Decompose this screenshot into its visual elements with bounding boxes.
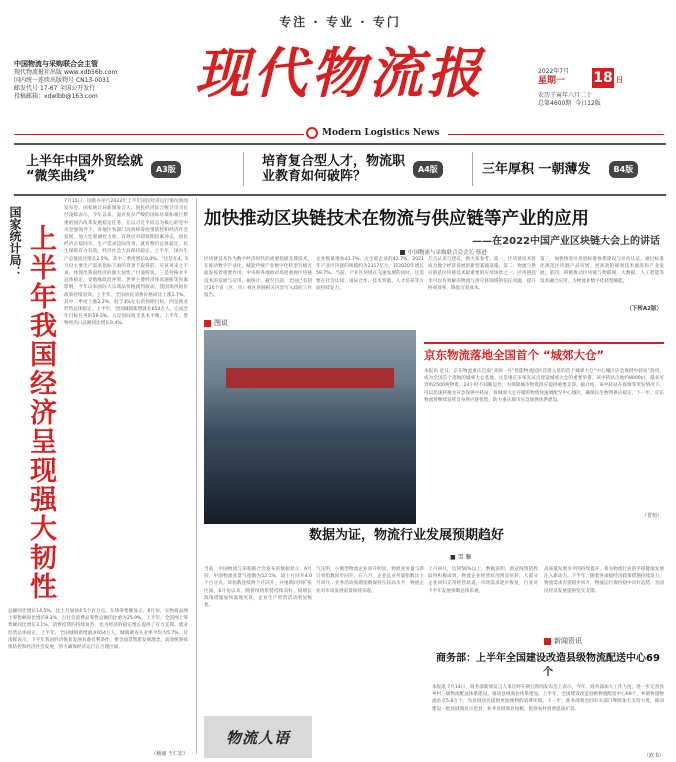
main-col-1: 区块链技术作为数字经济时代的重要基础支撑技术，在推动数字产业化、赋能传统产业数字化转型升级方面发挥着重要作用。中央和各地政府高度重视区块链技术的发展与应用。据统计，截至目前，全国已有超过20个省（区、市）将区块链相关内容写入政府工作报告。 <box>204 257 312 299</box>
feature-col-2: 气压明，小微型物流企业回升明显，物流业务量与新订单指数同步回升。在六月，企业总业务量指数比上月回升，业务活动预期指数保持在较高水平，物流企业对市场发展前景保持乐观。 <box>316 567 424 594</box>
news-body: 本报讯 7月14日，商务部新闻发言人束珏婷在例行新闻发布会上表示，今年，商务部加大工作力度，进一步完善县乡村三级物流配送体系建设，推动县域商业体系建设。上半年，全国建设改造县级物流配送中心69个，乡镇快递物流站点5.8万个，为县域居民提供更加便利的消费环境。下一步，商务部将会同有关部门继续加大支持力度，推动建设一批县域商业示范县，补齐县域商业短板，促进农村消费提质扩容。 <box>432 685 664 712</box>
photo-section-tag: 图说 <box>204 318 228 328</box>
teaser-title-line2: 业教育如何破阵？ <box>262 169 367 184</box>
issue-line: 总第4600期 今日12版 <box>538 100 601 107</box>
feature-headline[interactable]: 数据为证，物流行业发展预期趋好 <box>308 528 504 543</box>
news-section-tag: 新闻资讯 <box>544 636 582 646</box>
main-col-2: 企业数量增加43.7%。占全部企业的42.7%。2021年产业区块链的规模约为2317亿元，较2020年增长59.7%。当前，产业区块链在飞速发展的同时，还需要在社会认知、国际合作、技术突破、人才培养等方面持续发力。 <box>316 257 424 291</box>
teaser-b4[interactable] <box>482 148 662 190</box>
left-headline[interactable]: 上半年我国经济呈现强大韧性 <box>25 224 56 601</box>
left-article-credit: （杨丽 王仁宏） <box>151 751 188 757</box>
teaser-title-line2: “微笑曲线” <box>26 169 96 184</box>
teaser-title: 培育复合型人才，物流职 <box>262 154 406 169</box>
page-badge[interactable]: A3版 <box>151 161 181 178</box>
teaser-title: 上半年中国外贸绘就 <box>26 154 144 169</box>
masthead-title: 现代物流报 <box>195 41 485 105</box>
postal-line: 邮发代号 17-67 全国公开发行 <box>14 85 96 92</box>
jd-photo <box>204 330 416 524</box>
email-link[interactable]: xdwlbb@163.com <box>44 93 98 100</box>
page-badge[interactable]: B4版 <box>609 161 639 178</box>
publisher-info <box>14 59 174 101</box>
english-title: Modern Logistics News <box>306 127 448 139</box>
jd-headline: 京东物流落地全国首个 “城郊大仓” <box>424 348 605 362</box>
jd-headline-box[interactable] <box>424 342 664 362</box>
left-article-body-bottom: 总额同比增长14.5%，比上月加快4.5个百分点。在线零售额显示，6月份，实物商品网上零售额同比增长8.3%，占社会消费品零售总额的比重为25.9%。上半年，全国网上零售额同比增长3.1%。消费投资的持续复苏，也为经济的稳定增长提供了有力支撑。就业形势总体稳定。上半年，全国城镇新增就业654万人，城镇调查失业率平均为5.7%。付凌晖表示，下半年我国经济恢复发展具备有利条件，要全面贯彻新发展理念，高效统筹疫情防控和经济社会发展，努力确保经济运行在合理区间。 <box>8 609 188 651</box>
date-day: 18 <box>593 70 613 86</box>
teaser-a4[interactable] <box>262 148 462 190</box>
teaser-strip-bottom-line <box>14 194 666 196</box>
column-divider <box>196 198 197 754</box>
teaser-divider <box>472 152 473 186</box>
date-day-box <box>592 68 614 88</box>
main-col-3: 几点认识与建议，供大家参考。第一，区块链技术将成为数字经济发展的新型基础设施。第二，物流与供应链是区块链技术最重要的应用场景之一。区块链技术可以有效解决物流与供应链领域的信任问题，提升协同效率，降低交易成本。 <box>428 257 536 291</box>
main-col-4: 第三，加快推进区块链标准体系建设与评价认证，通过标准化规范区块链产品市场，更高效的规划技术演进和产业发展。第四，积极推动区块链与物联网、大数据、人工智能等技术融合应用，为物流业数字化转型赋能。 <box>540 257 664 284</box>
main-author: 中国物流与采购联合会会长 蔡进 <box>400 248 600 256</box>
sponsor-line: 现代物流报社出版 www.xdb56b.com <box>14 69 118 76</box>
teaser-divider <box>243 152 244 186</box>
main-subhead: ——在2022中国产业区块链大会上的讲话 <box>472 236 660 247</box>
main-continued[interactable]: （下转A2版） <box>626 306 662 312</box>
email-line: 投稿邮箱：xdwlbb@163.com <box>14 93 98 100</box>
masthead-slogan: 专注 · 专业 · 专门 <box>279 15 401 29</box>
date-day-suffix: 日 <box>616 76 623 84</box>
section-square-icon <box>204 320 211 327</box>
jd-body: 本报讯 近日，京东物流重庆巴南“亚洲一号”智能物流园区首批入驻的首个城郊大仓“中心城区应急保供中转站”投用，成为全国首个落地的城郊大仓基地。这是重庆市率先试点建设城郊大仓的重要举措。该中转站占地约8000㎡，最多可容纳2500吨物资，24小时不间断运作，为保障城市物资供应提供重要支撑。据介绍，该中转站在疫情等突发情况下，可以迅速转换为应急保供中转站，将城郊大仓存储的物资快速调配至中心城区，确保民生物资供应稳定。下一步，京东物流将继续发挥自身供应链优势，助力重庆城市应急保供体系建设。 <box>424 369 664 403</box>
feature-col-1: 当前，中国物流与采购联合会发布的数据显示，6月份，中国物流业景气指数为52.1%，较上月回升4.0个百分点。该指数连续两个月回升，并重新回到扩张区间。6月份以来，随着疫情形势持续向好，稳增长政策措施加快落地见效，企业生产经营活动明显恢复。 <box>204 567 312 609</box>
date-year: 2022年7月 <box>538 68 570 75</box>
author-square-icon <box>400 250 405 255</box>
photo-stage <box>204 440 416 524</box>
feature-author: ■ 雪 雁 <box>450 554 472 561</box>
english-rule-right <box>448 134 664 135</box>
publisher-line: 中国物流与采购联合会主管 <box>14 60 98 68</box>
section-square-icon <box>544 638 551 645</box>
masthead <box>0 0 676 138</box>
jd-credit: （晋恒） <box>641 513 662 519</box>
news-credit: （欣书） <box>643 753 664 759</box>
photo-banner <box>226 368 394 388</box>
main-headline[interactable]: 加快推动区块链技术在物流与供应链等产业的应用 <box>204 209 589 229</box>
teaser-title: 三年厚积 一朝薄发 <box>482 161 591 177</box>
ring-logo-icon <box>306 127 318 139</box>
lunar-date: 农历壬寅年六月二十 <box>538 92 593 99</box>
feature-col-3: 上月回升，达到56%以上。数据表明，新冠疫情防控取得积极成效，物流企业经营状况明显好转，大部分企业回归正常经营轨道，市场需求逐步恢复，行业对下半年发展预期总体乐观。 <box>428 567 538 594</box>
feature-col-4: 高质量发展水平的持续提升，将为物流行业的平稳健康发展注入新动力。下半年，随着各项稳经济政策措施持续发力，物流需求有望稳步回升，物流运行保持稳中向好态势，为国民经济发展提供坚实支撑。 <box>544 567 664 594</box>
left-article-body: 7月15日，国新办举行2022年上半年国民经济运行情况新闻发布会。国家统计局新闻发言人、国民经济综合统计司司长付凌晖表示，今年以来，面对复杂严峻的国际环境和艰巨繁重的国内改革发展稳定任务，在以习近平同志为核心的党中央坚强领导下，各地区各部门高效统筹疫情防控和经济社会发展，加大宏观调控力度，有效应对超预期因素冲击，国民经济企稳回升，生产需求边际改善，就业物价总体稳定，民生保障有力有效，经济社会大局保持稳定。上半年，国内生产总值同比增长2.5%。其中二季度增长0.4%。“这是在4、5月份主要生产需求指标下滑的背景下取得的，应该说来之不易。体现出我国经济的强大韧性。”付凌晖说。三是价格水平总体稳定。受地缘政治冲突、世界主要经济体高通胀等因素影响，今年以来国际大宗商品价格剧烈波动，我国保供稳价政策持续显效。上半年，全国居民消费价格同比上涨1.7%，其中二季度上涨2.2%，低于3%左右的预期目标。四是就业形势总体稳定。上半年，全国城镇新增就业654万人，完成全年目标任务的59.5%。五是国际收支基本平衡。上半年，货物进出口总额同比增长9.4%。 <box>64 199 188 327</box>
left-kicker: 国家统计局： <box>8 206 22 278</box>
teaser-a3[interactable] <box>26 148 234 190</box>
date-weekday: 星期一 <box>538 76 566 86</box>
column-logo <box>204 716 312 758</box>
cn-line: 国内统一连续出版物号 CN13-0031 <box>14 77 110 84</box>
news-headline[interactable]: 商务部：上半年全国建设改造县级物流配送中心69个 <box>436 653 660 678</box>
page-badge[interactable]: A4版 <box>413 161 443 178</box>
column-logo-text: 物流人语 <box>225 728 290 747</box>
english-rule-left <box>14 134 304 135</box>
teaser-strip-top-line <box>14 143 666 145</box>
